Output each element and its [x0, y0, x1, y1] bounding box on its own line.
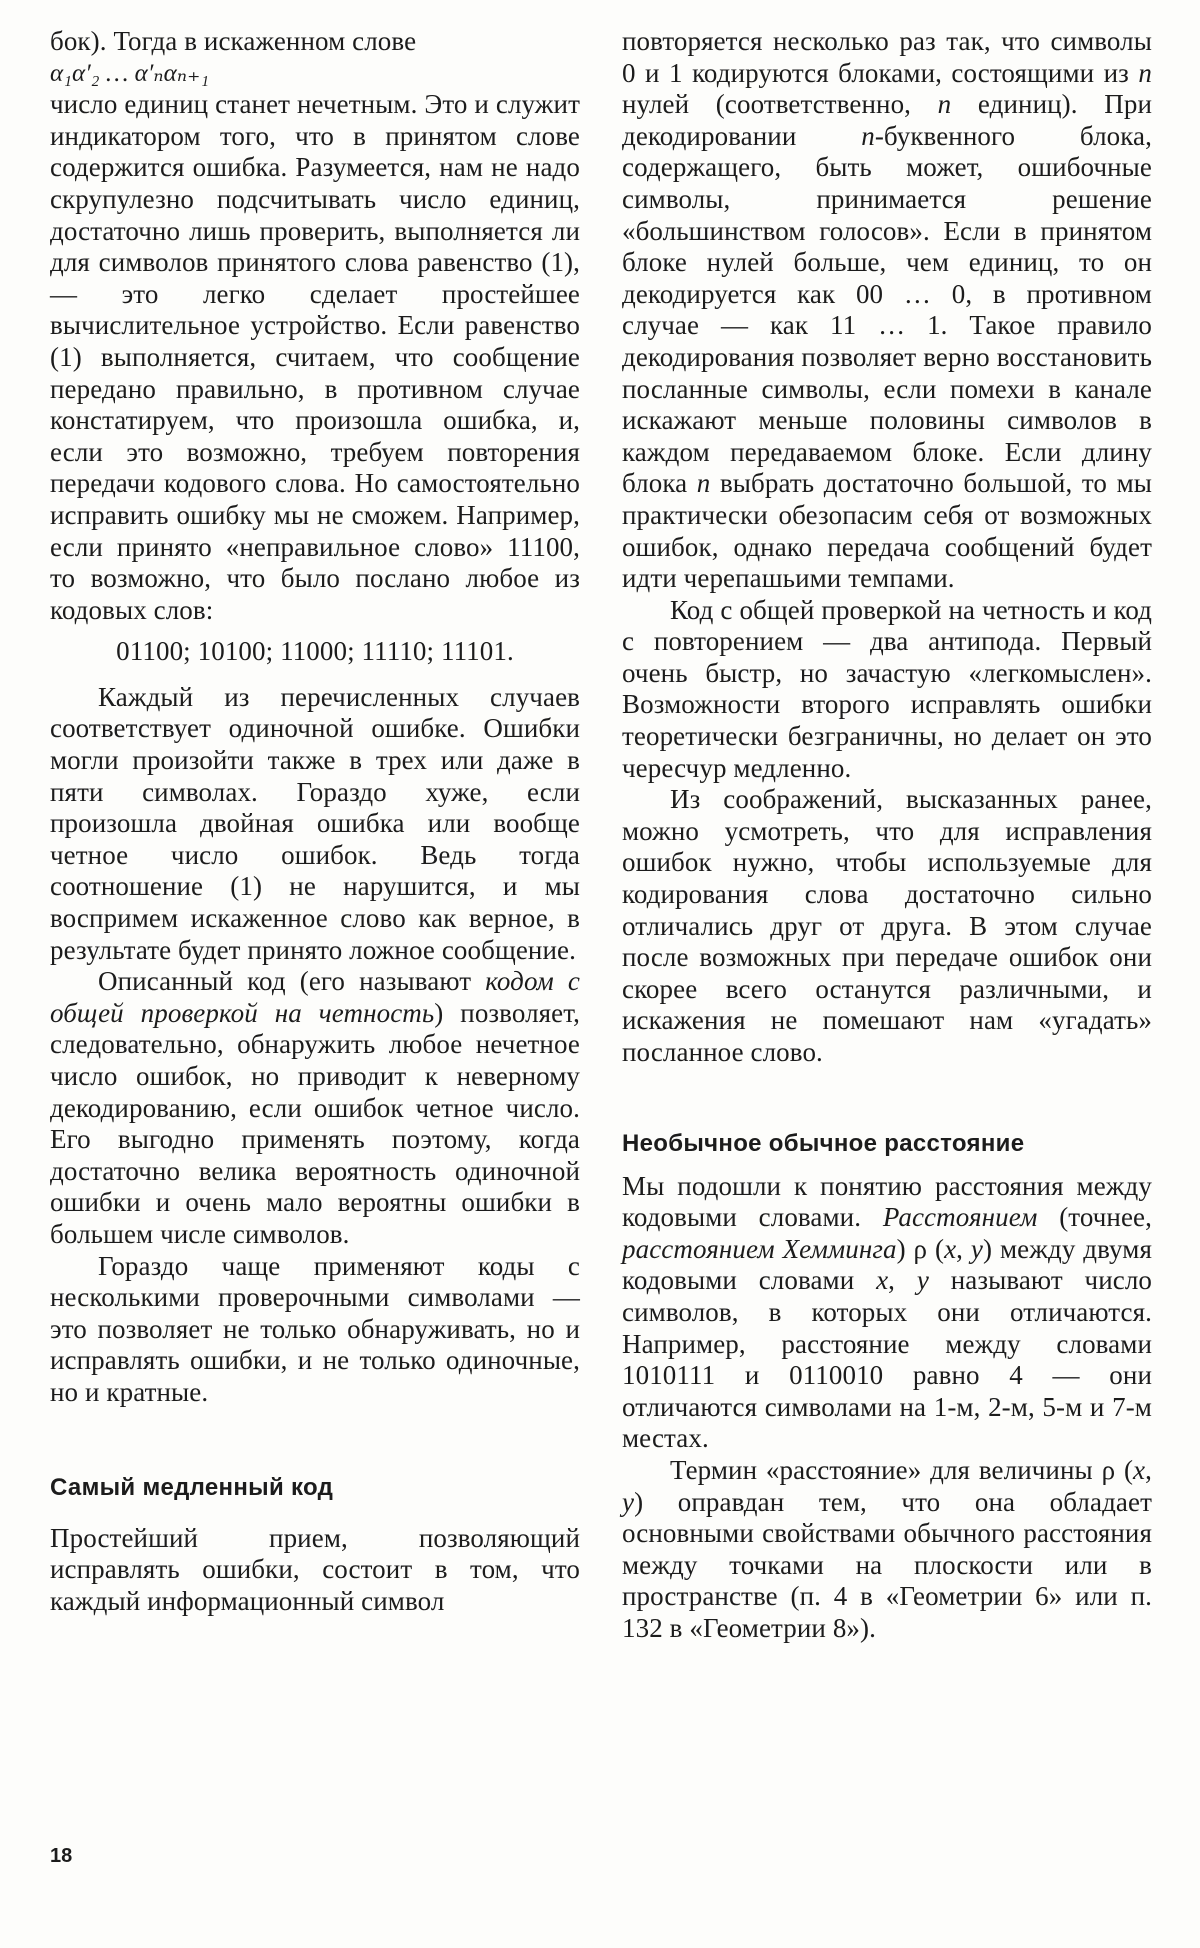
text-span: ,: [888, 1265, 917, 1296]
paragraph: [50, 26, 580, 626]
paragraph: [622, 1171, 1152, 1455]
paragraph: [622, 26, 1152, 595]
text-span: называют число символов, в которых они отличаются. Например, расстояние между словами 1010111 и 0110010 равно 4 — они отличаются символами на 1-м, 2-м, 5-м и 7-м местах.: [622, 1265, 1152, 1454]
text-span: ,: [956, 1233, 971, 1264]
left-column: [50, 26, 580, 1617]
text-span: выбрать достаточно большой, то мы практически обезопасим себя от возможных ошибок, однако передача сообщений будет идти черепашьими темпами.: [622, 468, 1152, 594]
text-span: ) между двумя кодовыми словами: [622, 1233, 1153, 1296]
text-span: бок). Тогда в искаженном слове: [50, 26, 417, 56]
variable: n: [937, 89, 952, 120]
text-span: -буквенного блока, содержащего, быть может, ошибочные символы, принимается решение «большинством голосов». Если в принятом блоке нулей больше, чем единиц, то он декодируется как 00 … 0, в противном случае — как 11 … 1. Такое правило декодирования позволяет верно восстановить посланные символы, если помехи в канале искажают меньше половины символов в каждом передаваемом блоке. Если длину блока: [622, 120, 1152, 499]
section-heading: Необычное обычное расстояние: [622, 1129, 1025, 1157]
text-span: повторяется несколько раз так, что символы 0 и 1 кодируются блоками, состоящими из: [622, 26, 1152, 88]
text-span: Описанный код (его называют: [98, 966, 486, 997]
text-span: ) ρ (: [896, 1233, 945, 1264]
variable: x: [1133, 1454, 1146, 1485]
paragraph: Код с общей проверкой на четность и код с повторением — два антипода. Первый очень быстр, но зачастую «легкомыслен». Возможности второго исправлять ошибки теоретически безграничны, но делает он это чересчур медленно.: [622, 594, 1152, 783]
code-words-list: 01100; 10100; 11000; 11110; 11101.: [116, 636, 514, 667]
text-span: (точнее,: [1037, 1202, 1152, 1233]
term: расстоянием Хемминга: [622, 1233, 897, 1264]
paragraph: [50, 966, 580, 1250]
variable: y: [970, 1233, 983, 1264]
variable: n: [696, 468, 711, 499]
text-span: единиц). При декодировании: [622, 89, 1152, 151]
text-span: ) оправдан тем, что она обладает основными свойствами обычного расстояния между точками на плоскости или в пространстве (п. 4 в «Геометрии 6» или п. 132 в «Геометрии 8»).: [622, 1486, 1152, 1643]
paragraph: Гораздо чаще применяют коды с несколькими проверочными символами — это позволяет не только обнаруживать, но и исправлять ошибки, и не только одиночные, но и кратные.: [50, 1250, 580, 1407]
variable: x: [944, 1233, 957, 1264]
text-span: число единиц станет нечетным. Это и служит индикатором того, что в принятом слове содержится ошибка. Разумеется, нам не надо скрупулезно подсчитывать число единиц, достаточно лишь проверить, выполняется ли для символов принятого слова равенство (1),— это легко сделает простейшее вычислительное устройство. Если равенство (1) выполняется, считаем, что сообщение передано правильно, в противном случае констатируем, что произошла ошибка, и, если это возможно, требуем повторения передачи кодового слова. Но самостоятельно исправить ошибку мы не сможем. Например, если принято «неправильное слово» 11100, то возможно, что было послано любое из кодовых слов:: [50, 89, 580, 625]
paragraph: Каждый из перечисленных случаев соответствует одиночной ошибке. Ошибки могли произойти также в трех или даже в пяти символах. Гораздо хуже, если произошла двойная ошибка или вообще четное число ошибок. Ведь тогда соотношение (1) не нарушится, и мы воспримем искаженное слово как верное, в результате будет принято ложное сообщение.: [50, 681, 580, 965]
page-number: 18: [50, 1845, 73, 1867]
section-heading: Самый медленный код: [50, 1473, 334, 1501]
term: Расстоянием: [882, 1202, 1038, 1233]
variable: n: [1138, 57, 1152, 88]
variable: y: [622, 1486, 635, 1517]
variable: n: [861, 120, 875, 151]
text-span: ,: [1145, 1454, 1152, 1485]
variable: y: [916, 1265, 929, 1296]
text-span: нулей (соответственно,: [622, 89, 938, 120]
text-span: Мы подошли к понятию расстояния между кодовыми словами.: [622, 1170, 1152, 1233]
paragraph: Простейший прием, позволяющий исправлять ошибки, состоит в том, что каждый информационный символ: [50, 1522, 580, 1616]
term: кодом с общей проверкой на четность: [50, 966, 581, 1028]
variable: x: [876, 1265, 889, 1296]
right-column: [622, 26, 1152, 1645]
text-span: ) позволяет, следовательно, обнаружить любое нечетное число ошибок, но приводит к неверному декодированию, если ошибок четное число. Его выгодно применять поэтому, когда достаточно велика вероятность одиночной ошибки и очень мало вероятны ошибки в большем числе символов.: [50, 997, 580, 1249]
paragraph: Из соображений, высказанных ранее, можно усмотреть, что для исправления ошибок нужно, чтобы используемые для кодирования слова достаточно сильно отличались друг от друга. В этом случае после возможных при передаче ошибок они скорее всего останутся различными, и искажения не помешают нам «угадать» посланное слово.: [622, 784, 1152, 1067]
formula: α₁α′₂ … α′ₙαₙ₊₁: [50, 59, 210, 87]
paragraph: [622, 1455, 1152, 1645]
text-span: Термин «расстояние» для величины ρ (: [670, 1454, 1134, 1485]
